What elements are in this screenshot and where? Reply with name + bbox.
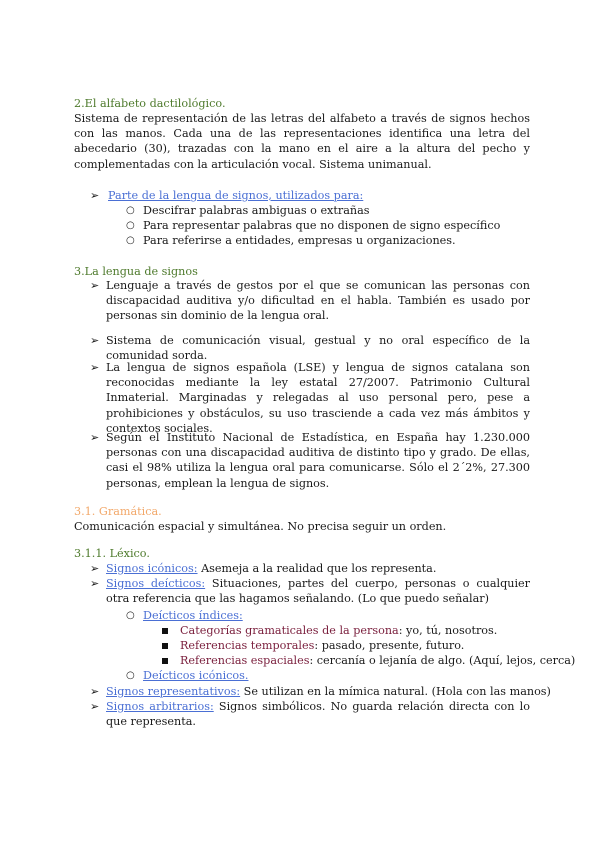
signos-deicticos-text: Situaciones, partes del cuerpo, personas o cualquier otra referencia que las hagamos señalando. (Lo que puedo señalar) (106, 577, 530, 606)
temporales-text: : pasado, presente, futuro. (314, 639, 465, 652)
link-parte-lengua[interactable]: Parte de la lengua de signos, utilizados para: (108, 189, 364, 202)
link-signos-iconicos[interactable]: Signos icónicos: (106, 562, 198, 575)
arrow-bullet-icon: ➢ (90, 279, 100, 292)
bullet-lse: La lengua de signos española (LSE) y lengua de signos catalana son reconocidas mediante la ley estatal 27/2007. Patrimonio Cultural Inmaterial. Marginadas y relegadas al uso personal pero, pese a prohibiciones y obstáculos, su uso trasciende a cada vez más ámbitos y contextos sociales. (106, 361, 530, 435)
circle-bullet-icon: ○ (126, 670, 135, 681)
espaciales-label: Referencias espaciales (180, 654, 310, 667)
paragraph-gramatica: Comunicación espacial y simultánea. No precisa seguir un orden. (74, 520, 447, 533)
bullet-signos-arbitrarios (106, 699, 530, 729)
signos-representativos-text: Se utilizan en la mímica natural. (Hola con las manos) (240, 685, 551, 698)
bullet-sistema: Sistema de comunicación visual, gestual y no oral específico de la comunidad sorda. (106, 334, 530, 363)
categorias-label: Categorías gramaticales de la persona (180, 624, 399, 637)
bullet-ine: Según el Instituto Nacional de Estadística, en España hay 1.230.000 personas con una discapacidad auditiva de distinto tipo y grado. De ellas, casi el 98% utiliza la lengua oral para comunicarse. Sólo el 2´2%, 27.300 personas, emplean la lengua de signos. (106, 431, 530, 490)
bullet-signos-deicticos (106, 576, 530, 606)
arrow-bullet-icon: ➢ (90, 562, 100, 575)
list-item-use: Descifrar palabras ambiguas o extrañas (143, 204, 370, 217)
arrow-bullet-icon: ➢ (90, 685, 100, 698)
heading-lengua-signos: 3.La lengua de signos (74, 265, 198, 278)
espaciales-text: : cercanía o lejanía de algo. (Aquí, lejos, cerca) (309, 654, 576, 667)
link-signos-representativos[interactable]: Signos representativos: (106, 685, 241, 698)
heading-lexico: 3.1.1. Léxico. (74, 547, 150, 560)
list-item-temporales (180, 638, 464, 653)
signos-arbitrarios-text: Signos simbólicos. No guarda relación directa con lo que representa. (106, 700, 530, 729)
heading-alfabeto: 2.El alfabeto dactilológico. (74, 97, 226, 110)
arrow-bullet-icon: ➢ (90, 189, 100, 202)
list-item-use: Para referirse a entidades, empresas u organizaciones. (143, 234, 456, 247)
arrow-bullet-icon: ➢ (90, 431, 100, 444)
link-deicticos-iconicos[interactable]: Deícticos icónicos. (143, 669, 249, 682)
arrow-bullet-icon: ➢ (90, 700, 100, 713)
link-signos-deicticos[interactable]: Signos deícticos: (106, 577, 206, 590)
circle-bullet-icon: ○ (126, 220, 135, 231)
square-bullet-icon (162, 628, 168, 634)
link-signos-arbitrarios[interactable]: Signos arbitrarios: (106, 700, 214, 713)
bullet-signos-iconicos (106, 561, 436, 576)
arrow-bullet-icon: ➢ (90, 334, 100, 347)
bullet-lenguaje: Lenguaje a través de gestos por el que se comunican las personas con discapacidad auditiva y/o dificultad en el habla. También es usado por personas sin dominio de la lengua oral. (106, 279, 530, 323)
square-bullet-icon (162, 643, 168, 649)
arrow-bullet-icon: ➢ (90, 361, 100, 374)
list-item-use: Para representar palabras que no disponen de signo específico (143, 219, 501, 232)
signos-iconicos-text: Asemeja a la realidad que los representa. (197, 562, 437, 575)
circle-bullet-icon: ○ (126, 610, 135, 621)
list-item-espaciales (180, 653, 575, 668)
link-deicticos-indices[interactable]: Deícticos índices: (143, 609, 243, 622)
square-bullet-icon (162, 658, 168, 664)
heading-gramatica: 3.1. Gramática. (74, 505, 162, 518)
temporales-label: Referencias temporales (180, 639, 315, 652)
paragraph-alfabeto: Sistema de representación de las letras del alfabeto a través de signos hechos con las manos. Cada una de las representaciones identifica una letra del abecedario (30), trazadas con la mano en el aire a la altura del pecho y complementadas con la articulación vocal. Sistema unimanual. (74, 112, 530, 171)
circle-bullet-icon: ○ (126, 205, 135, 216)
arrow-bullet-icon: ➢ (90, 577, 100, 590)
bullet-signos-representativos (106, 684, 551, 699)
list-item-categorias (180, 623, 497, 638)
circle-bullet-icon: ○ (126, 235, 135, 246)
categorias-text: : yo, tú, nosotros. (398, 624, 498, 637)
